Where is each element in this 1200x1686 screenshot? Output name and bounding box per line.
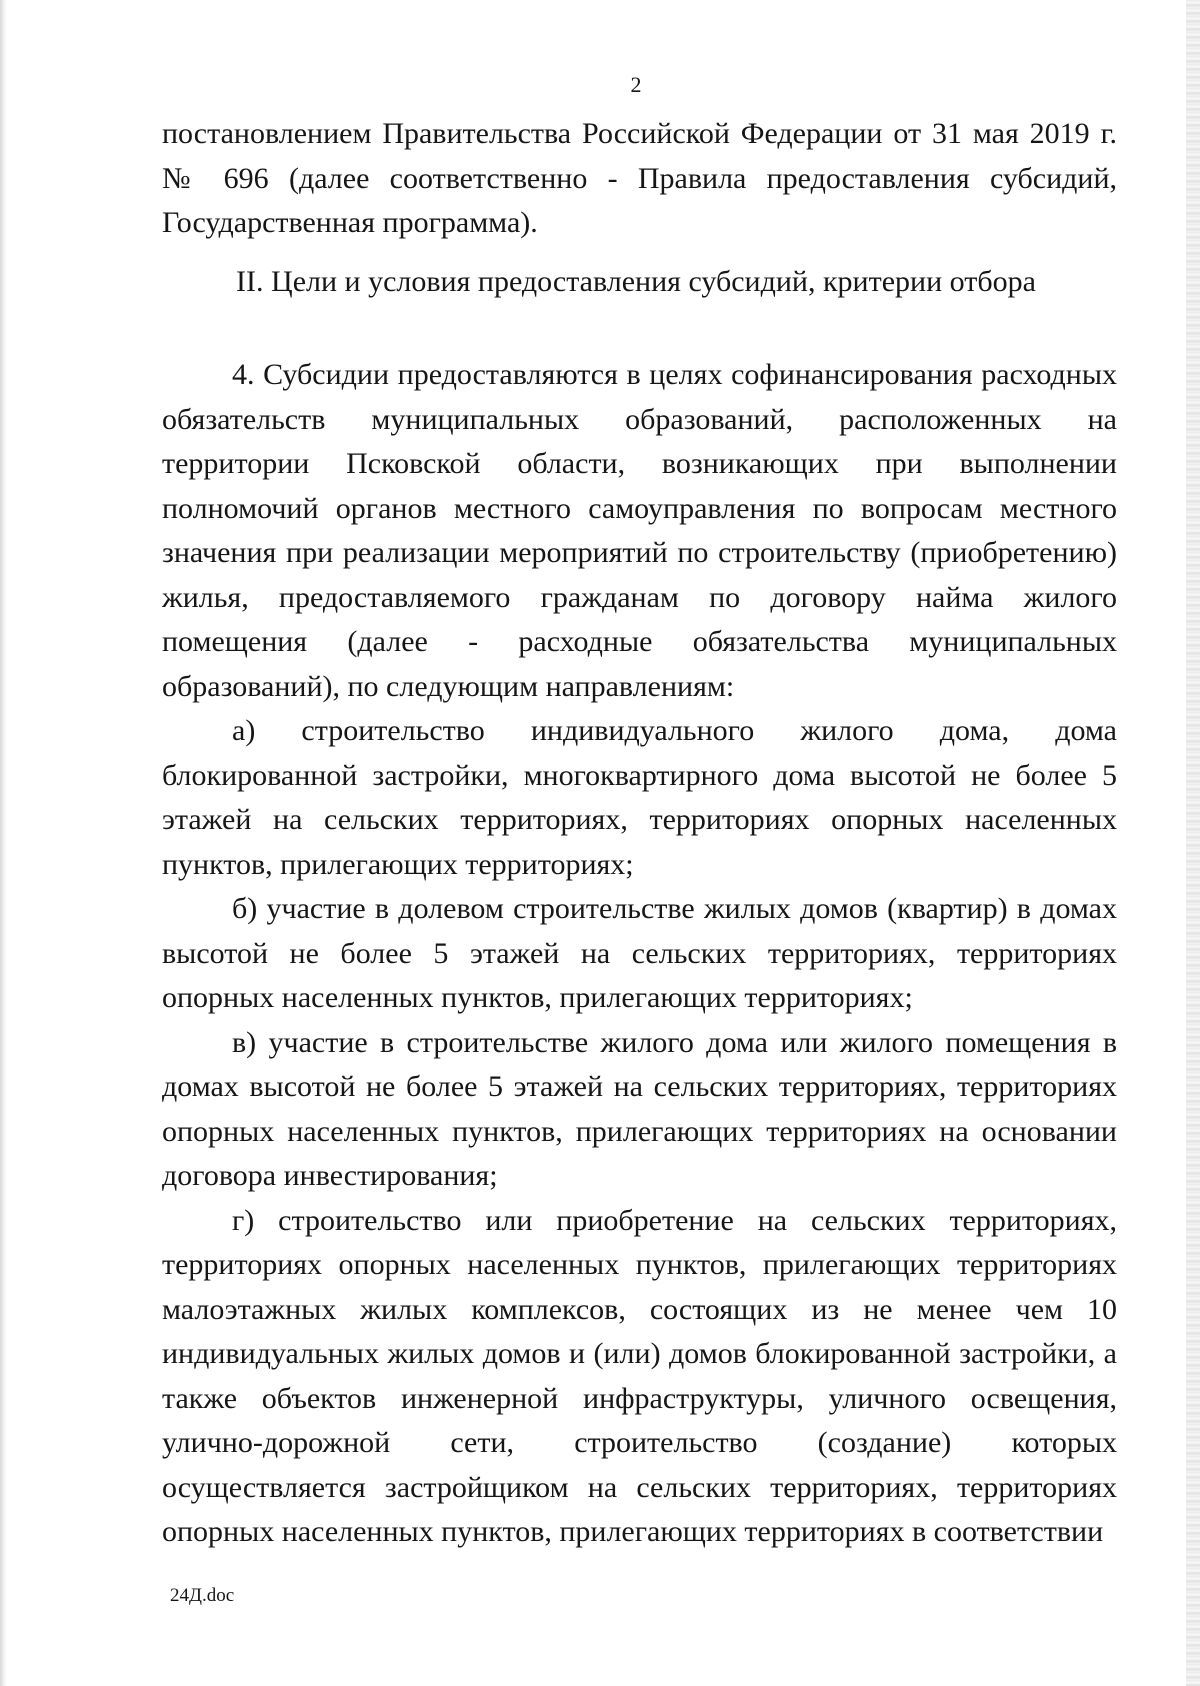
page-number: 2 xyxy=(630,72,642,97)
subitem-a: а) строительство индивидуального жилого дома, дома блокированной застройки, многоквартирного дома высотой не более 5 этажей на сельских территориях, территориях опорных населенных пунктов, прилегающих территориях; xyxy=(162,714,1117,881)
continuation-paragraph: постановлением Правительства Российской Федерации от 31 мая 2019 г. № 696 (далее соответственно - Правила предоставления субсидий, Государственная программа). xyxy=(162,117,1117,239)
scan-edge-left xyxy=(0,0,7,1686)
scan-edge-right xyxy=(1186,0,1200,1686)
footer-filename: 24Д.doc xyxy=(170,1585,235,1606)
subitem-g: г) строительство или приобретение на сельских территориях, территориях опорных населенных пунктов, прилегающих территориях малоэтажных жилых комплексов, состоящих из не менее чем 10 индивидуальных жилых домов и (или) домов блокированной застройки, а также объектов инженерной инфраструктуры, уличного освещения, улично-дорожной сети, строительство (создание) которых осуществляется застройщиком на сельских территориях, территориях опорных населенных пунктов, прилегающих территориях в соответствии xyxy=(162,1203,1117,1548)
subitem-v: в) участие в строительстве жилого дома или жилого помещения в домах высотой не более 5 этажей на сельских территориях, территориях опорных населенных пунктов, прилегающих территориях на основании договора инвестирования; xyxy=(162,1025,1117,1192)
section-heading: II. Цели и условия предоставления субсидий, критерии отбора xyxy=(236,265,1036,298)
paragraph-4: 4. Субсидии предоставляются в целях софинансирования расходных обязательств муниципальных образований, расположенных на территории Псковской области, возникающих при выполнении полномочий органов местного самоуправления по вопросам местного значения при реализации мероприятий по строительству (приобретению) жилья, предоставляемого гражданам по договору найма жилого помещения (далее - расходные обязательства муниципальных образований), по следующим направлениям: xyxy=(162,358,1117,703)
subitem-b: б) участие в долевом строительстве жилых домов (квартир) в домах высотой не более 5 этажей на сельских территориях, территориях опорных населенных пунктов, прилегающих территориях; xyxy=(162,892,1117,1014)
main-text xyxy=(162,353,1117,1555)
